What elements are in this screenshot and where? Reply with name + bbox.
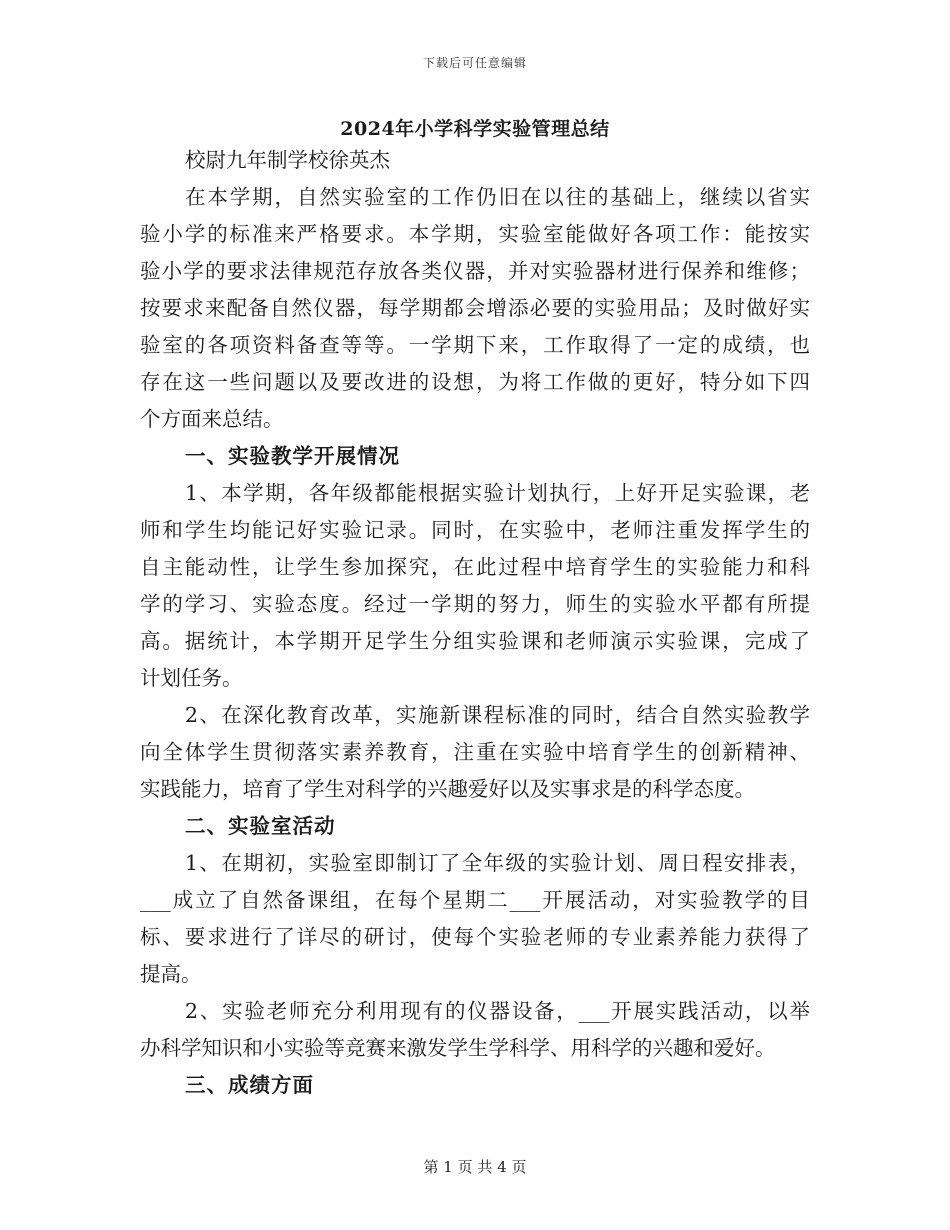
section-heading-1: 一、实验教学开展情况 <box>185 444 400 468</box>
page-number-footer: 第 1 页 共 4 页 <box>423 1158 527 1176</box>
paragraph-line: 验小学的要求法律规范存放各类仪器，并对实验器材进行保养和维修； <box>140 259 810 283</box>
paragraph-line: 验室的各项资料备查等等。一学期下来，工作取得了一定的成绩，也 <box>140 333 810 357</box>
paragraph-line: 存在这一些问题以及要改进的设想，为将工作做的更好，特分如下四 <box>140 370 810 394</box>
author-line: 校尉九年制学校徐英杰 <box>185 148 390 172</box>
paragraph-line: 在本学期，自然实验室的工作仍旧在以往的基础上，继续以省实 <box>185 185 810 209</box>
paragraph-line: 1、在期初，实验室即制订了全年级的实验计划、周日程安排表， <box>185 851 810 875</box>
section-heading-2: 二、实验室活动 <box>185 814 336 838</box>
section1-paragraph-1 <box>140 475 810 697</box>
paragraph-line: 2、在深化教育改革，实施新课程标准的同时，结合自然实验教学 <box>185 703 810 727</box>
paragraph-line: 实践能力，培育了学生对科学的兴趣爱好以及实事求是的科学态度。 <box>140 777 755 801</box>
paragraph-line: 师和学生均能记好实验记录。同时，在实验中，老师注重发挥学生的 <box>140 518 810 542</box>
paragraph-line: 个方面来总结。 <box>140 407 284 431</box>
paragraph-line: 1、本学期，各年级都能根据实验计划执行，上好开足实验课，老 <box>185 481 810 505</box>
header-note: 下载后可任意编辑 <box>422 56 527 70</box>
paragraph-line: 办科学知识和小实验等竞赛来激发学生学科学、用科学的兴趣和爱好。 <box>140 1036 776 1060</box>
paragraph-line: 按要求来配备自然仪器，每学期都会增添必要的实验用品；及时做好实 <box>140 296 810 320</box>
paragraph-line: 验小学的标准来严格要求。本学期，实验室能做好各项工作：能按实 <box>140 222 810 246</box>
section1-paragraph-2 <box>140 697 810 808</box>
section2-paragraph-2 <box>140 993 810 1067</box>
document-title: 2024年小学科学实验管理总结 <box>340 118 610 140</box>
paragraph-line: 2、实验老师充分利用现有的仪器设备，___开展实践活动，以举 <box>185 999 810 1023</box>
intro-paragraph <box>140 179 810 438</box>
paragraph-line: 计划任务。 <box>140 666 243 690</box>
section-heading-3: 三、成绩方面 <box>185 1073 314 1097</box>
paragraph-line: 高。据统计，本学期开足学生分组实验课和老师演示实验课，完成了 <box>140 629 810 653</box>
paragraph-line: 提高。 <box>140 962 202 986</box>
paragraph-line: 标、要求进行了详尽的研讨，使每个实验老师的专业素养能力获得了 <box>140 925 810 949</box>
paragraph-line: 自主能动性，让学生参加探究，在此过程中培育学生的实验能力和科 <box>140 555 810 579</box>
paragraph-line: 向全体学生贯彻落实素养教育，注重在实验中培育学生的创新精神、 <box>140 740 810 764</box>
paragraph-line: ___成立了自然备课组，在每个星期二___开展活动，对实验教学的目 <box>140 888 810 912</box>
section2-paragraph-1 <box>140 845 810 993</box>
document-body <box>140 142 810 1104</box>
paragraph-line: 学的学习、实验态度。经过一学期的努力，师生的实验水平都有所提 <box>140 592 810 616</box>
